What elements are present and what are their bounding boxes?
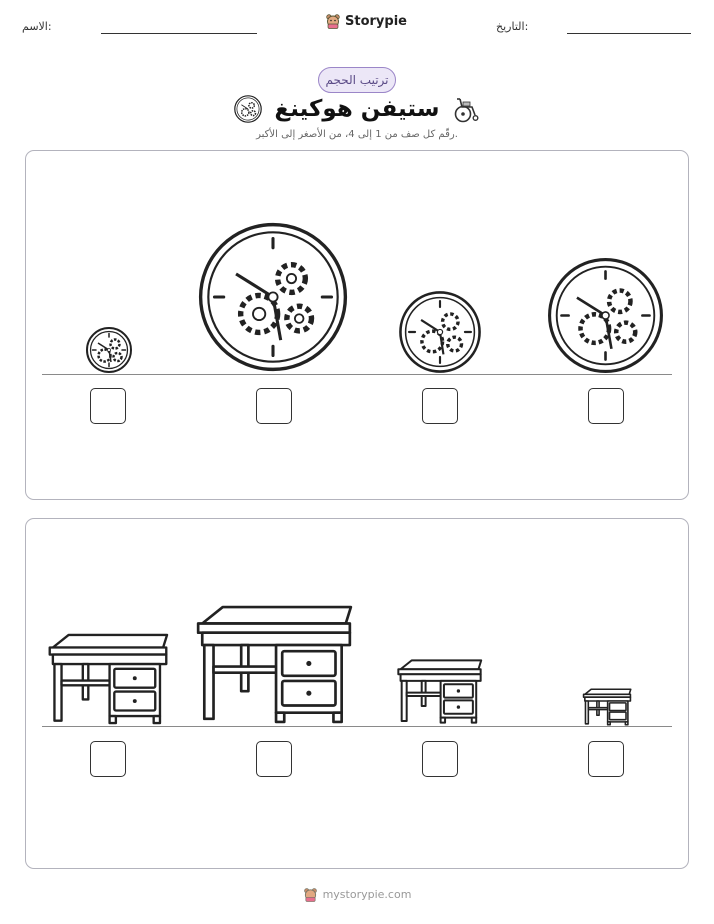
row-2-answer-box-2[interactable] bbox=[256, 741, 292, 777]
desk-figure-medium bbox=[395, 657, 484, 726]
gear-clock-icon bbox=[233, 94, 263, 124]
name-label: الاسم: bbox=[22, 20, 52, 33]
row-2-baseline bbox=[42, 726, 672, 727]
row-1-baseline bbox=[42, 374, 672, 375]
bear-mascot-icon bbox=[325, 13, 341, 29]
clock-figure-large bbox=[546, 256, 665, 375]
footer-site[interactable]: mystorypie.com bbox=[322, 888, 412, 901]
worksheet-title: ستيفن هوكينغ bbox=[274, 96, 440, 122]
desk-figure-large bbox=[45, 631, 171, 727]
clock-figure-medium bbox=[397, 289, 483, 375]
row-1-answer-box-1[interactable] bbox=[90, 388, 126, 424]
desk-figure-largest bbox=[192, 602, 356, 727]
category-tag: ترتيب الحجم bbox=[318, 67, 396, 93]
bear-mascot-icon bbox=[303, 887, 318, 902]
row-2-answer-box-4[interactable] bbox=[588, 741, 624, 777]
footer bbox=[0, 887, 714, 902]
instructions: رقّم كل صف من 1 إلى 4، من الأصغر إلى الأكبر. bbox=[256, 129, 458, 140]
row-1-answer-box-4[interactable] bbox=[588, 388, 624, 424]
row-2-answer-box-3[interactable] bbox=[422, 741, 458, 777]
clock-figure-largest bbox=[196, 220, 350, 374]
clock-figure-smallest bbox=[84, 325, 134, 375]
date-label: التاريخ: bbox=[496, 20, 529, 33]
name-field[interactable] bbox=[101, 33, 257, 34]
desk-figure-smallest bbox=[580, 688, 634, 726]
date-field[interactable] bbox=[567, 33, 691, 34]
brand-logo bbox=[325, 13, 407, 29]
row-1-answer-box-3[interactable] bbox=[422, 388, 458, 424]
row-2-answer-box-1[interactable] bbox=[90, 741, 126, 777]
row-1-answer-box-2[interactable] bbox=[256, 388, 292, 424]
brand-name: Storypie bbox=[345, 13, 407, 29]
wheelchair-icon bbox=[451, 94, 481, 124]
